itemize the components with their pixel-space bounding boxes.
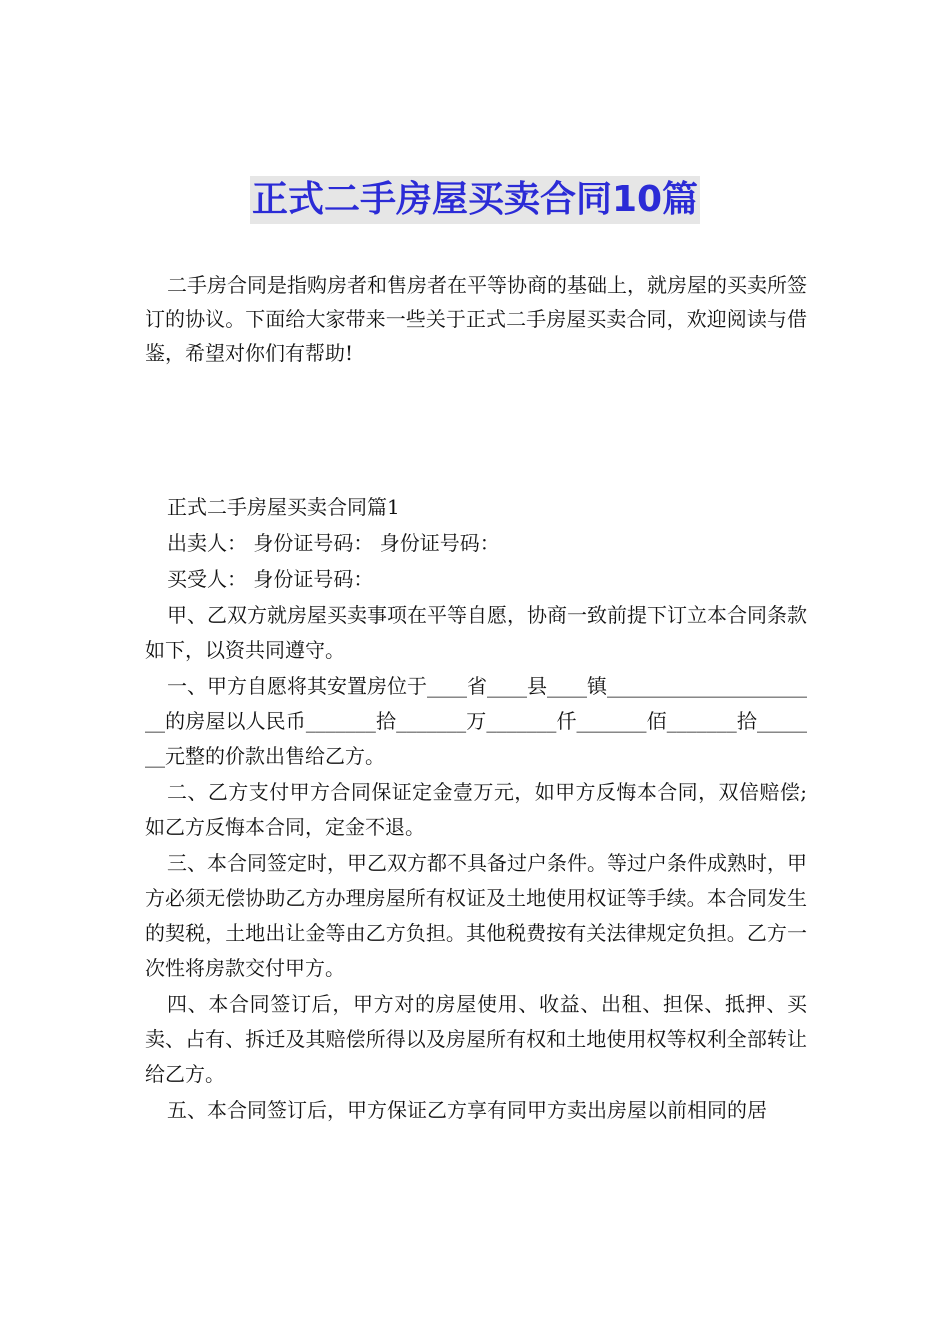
document-title: 正式二手房屋买卖合同10篇	[250, 176, 700, 224]
clause-3: 三、本合同签定时，甲乙双方都不具备过户条件。等过户条件成熟时，甲方必须无偿协助乙方办理房屋所有权证及土地使用权证等手续。本合同发生的契税，土地出让金等由乙方负担。其他税费按有关法律规定负担。乙方一次性将房款交付甲方。	[145, 851, 807, 980]
intro-block	[145, 268, 807, 370]
clause-1: 一、甲方自愿将其安置房位于____省____县____镇______________________的房屋以人民币_______拾_______万_______仟_______佰_______拾_______元整的价款出售给乙方。	[145, 674, 807, 768]
contract-section	[145, 490, 807, 1128]
clause-2: 二、乙方支付甲方合同保证定金壹万元，如甲方反悔本合同，双倍赔偿;如乙方反悔本合同，定金不退。	[145, 780, 807, 839]
section-heading: 正式二手房屋买卖合同篇1	[167, 495, 400, 519]
clause-5: 五、本合同签订后，甲方保证乙方享有同甲方卖出房屋以前相同的居	[167, 1098, 767, 1122]
intro-paragraph: 二手房合同是指购房者和售房者在平等协商的基础上，就房屋的买卖所签订的协议。下面给大家带来一些关于正式二手房屋买卖合同，欢迎阅读与借鉴，希望对你们有帮助!	[145, 273, 807, 365]
preface-paragraph: 甲、乙双方就房屋买卖事项在平等自愿，协商一致前提下订立本合同条款如下，以资共同遵守。	[145, 603, 807, 662]
clause-4: 四、本合同签订后，甲方对的房屋使用、收益、出租、担保、抵押、买卖、占有、拆迁及其赔偿所得以及房屋所有权和土地使用权等权利全部转让给乙方。	[145, 992, 807, 1086]
seller-line: 出卖人： 身份证号码： 身份证号码：	[167, 531, 500, 555]
buyer-line: 买受人： 身份证号码：	[167, 567, 374, 591]
document-title-container	[0, 176, 950, 224]
